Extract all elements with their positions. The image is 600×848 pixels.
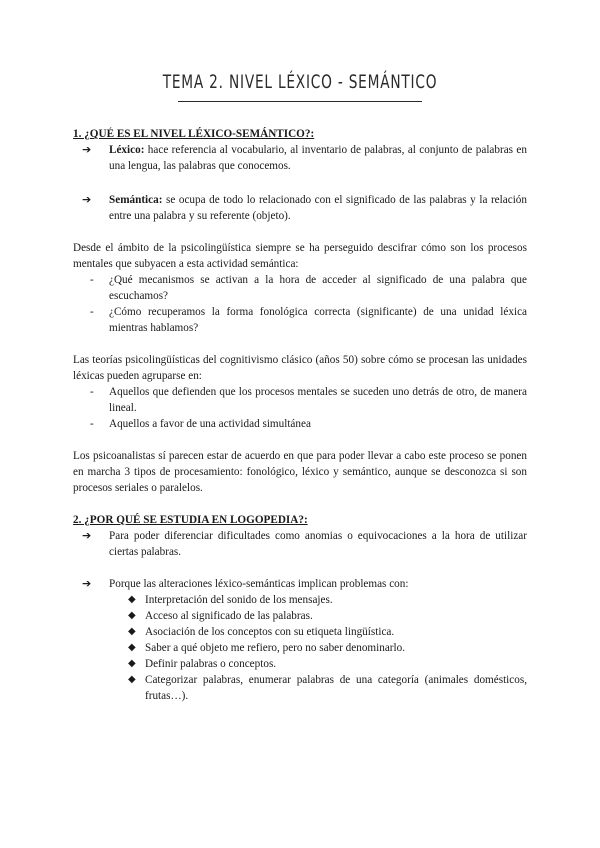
list-item (73, 416, 527, 432)
term-lexico: Léxico: (109, 144, 145, 156)
diamond-bullet-icon: ◆ (128, 658, 136, 669)
diamond-bullet-icon: ◆ (128, 674, 136, 685)
arrow-icon: ➔ (82, 193, 92, 206)
term-semantica: Semántica: (109, 194, 163, 206)
paragraph-psicoanalistas: Los psicoanalistas sí parecen estar de acuerdo en que para poder llevar a cabo este proceso se ponen en marcha 3 tipos de procesamiento: fonológico, léxico y semántico, aunque se desconozca si son procesos seriales o paralelos. (73, 450, 527, 494)
arrow-icon: ➔ (82, 143, 92, 156)
list-item (73, 608, 527, 624)
section-2-heading: 2. ¿POR QUÉ SE ESTUDIA EN LOGOPEDIA?: (73, 514, 308, 526)
paragraph-psicolinguistica: Desde el ámbito de la psicolingüística siempre se ha perseguido descifrar cómo son los procesos mentales que subyacen a esta actividad semántica: (73, 242, 527, 270)
reason-text: Porque las alteraciones léxico-semánticas implican problemas con: (109, 578, 409, 590)
list-item (73, 672, 527, 704)
question-text: ¿Cómo recuperamos la forma fonológica correcta (significante) de una unidad léxica mientras hablamos? (109, 306, 527, 334)
diamond-bullet-icon: ◆ (128, 626, 136, 637)
reason-text: Para poder diferenciar dificultades como anomias o equivocaciones a la hora de utilizar ciertas palabras. (109, 530, 527, 558)
problems-list (73, 592, 527, 704)
diamond-bullet-icon: ◆ (128, 642, 136, 653)
dash-icon: - (90, 418, 94, 430)
list-item (73, 656, 527, 672)
list-item (73, 384, 527, 416)
reason-diferenciar (73, 528, 527, 560)
problem-text: Categorizar palabras, enumerar palabras de una categoría (animales domésticos, frutas…). (145, 674, 527, 702)
list-item (73, 624, 527, 640)
list-item (73, 272, 527, 304)
definition-semantica-text: se ocupa de todo lo relacionado con el significado de las palabras y la relación entre una palabra y su referente (objeto). (109, 194, 527, 222)
problem-text: Saber a qué objeto me refiero, pero no saber denominarlo. (145, 642, 406, 654)
problem-text: Interpretación del sonido de los mensajes. (145, 594, 333, 606)
dash-icon: - (90, 274, 94, 286)
arrow-icon: ➔ (82, 577, 92, 590)
problem-text: Asociación de los conceptos con su etiqueta lingüística. (145, 626, 395, 638)
paragraph-teorias: Las teorías psicolingüísticas del cognitivismo clásico (años 50) sobre cómo se procesan las unidades léxicas pueden agruparse en: (73, 354, 527, 382)
definition-semantica (73, 192, 527, 224)
document-body (73, 126, 527, 704)
theory-text: Aquellos a favor de una actividad simultánea (109, 418, 311, 430)
list-item (73, 592, 527, 608)
questions-list (73, 272, 527, 336)
title-underline (178, 101, 422, 102)
arrow-icon: ➔ (82, 529, 92, 542)
problem-text: Definir palabras o conceptos. (145, 658, 277, 670)
dash-icon: - (90, 306, 94, 318)
problem-text: Acceso al significado de las palabras. (145, 610, 313, 622)
diamond-bullet-icon: ◆ (128, 610, 136, 621)
theory-text: Aquellos que defienden que los procesos mentales se suceden uno detrás de otro, de manera lineal. (109, 386, 527, 414)
theories-list (73, 384, 527, 432)
page-title: TEMA 2. NIVEL LÉXICO - SEMÁNTICO (162, 71, 438, 93)
list-item (73, 640, 527, 656)
definition-lexico (73, 142, 527, 174)
question-text: ¿Qué mecanismos se activan a la hora de acceder al significado de una palabra que escuchamos? (109, 274, 527, 302)
definition-lexico-text: hace referencia al vocabulario, al inventario de palabras, al conjunto de palabras en una lengua, las palabras que conocemos. (109, 144, 527, 172)
diamond-bullet-icon: ◆ (128, 594, 136, 605)
list-item (73, 304, 527, 336)
reason-alteraciones (73, 576, 527, 592)
dash-icon: - (90, 386, 94, 398)
section-1-heading: 1. ¿QUÉ ES EL NIVEL LÉXICO-SEMÁNTICO?: (73, 128, 315, 140)
